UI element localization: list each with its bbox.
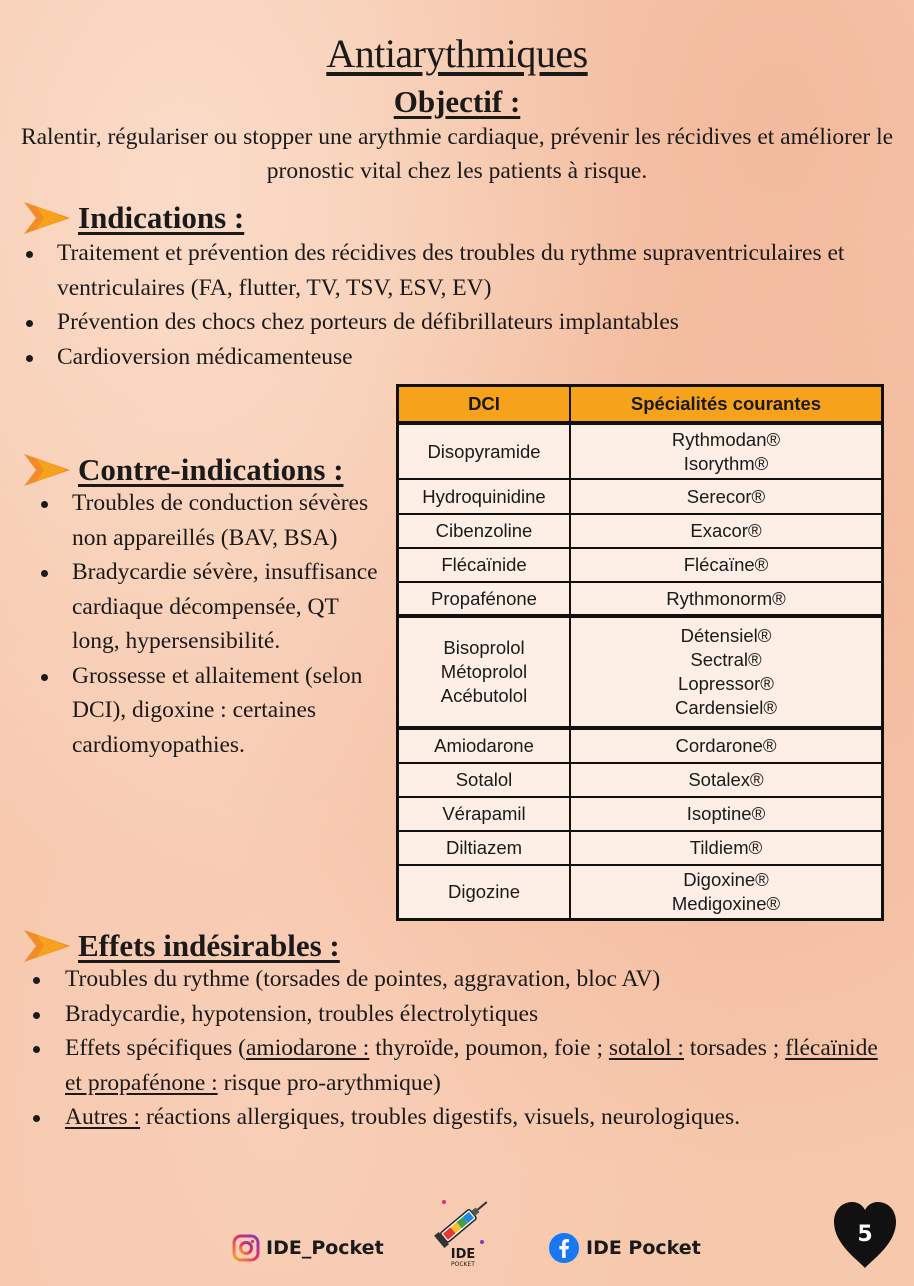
indications-list bbox=[0, 236, 880, 374]
list-item: Bradycardie sévère, insuffisance cardiaque décompensée, QT long, hypersensibilité. bbox=[0, 555, 385, 659]
effects-header bbox=[22, 928, 340, 964]
cell-brands: Isoptine® bbox=[570, 797, 883, 831]
cell-dci: Hydroquinidine bbox=[398, 479, 571, 514]
table-row bbox=[398, 479, 883, 514]
cell-dci: Cibenzoline bbox=[398, 514, 571, 548]
indications-heading: Indications : bbox=[78, 200, 245, 235]
table-row bbox=[398, 797, 883, 831]
autres-label: Autres : bbox=[65, 1104, 141, 1130]
cell-dci: Bisoprolol Métoprolol Acébutolol bbox=[398, 616, 571, 728]
cell-brands: Serecor® bbox=[570, 479, 883, 514]
sotalol-text: torsades ; bbox=[683, 1035, 786, 1061]
column-header-dci: DCI bbox=[398, 386, 571, 424]
flecainide-label: flécaïnide et propafénone : bbox=[65, 1035, 878, 1096]
cell-dci: Propafénone bbox=[398, 582, 571, 616]
drug-table bbox=[396, 384, 884, 921]
arrow-right-icon bbox=[22, 928, 72, 964]
amiodarone-label: amiodarone : bbox=[245, 1035, 370, 1061]
cell-dci: Vérapamil bbox=[398, 797, 571, 831]
indications-header bbox=[22, 200, 244, 236]
arrow-right-icon bbox=[22, 200, 72, 236]
autres-text: réactions allergiques, troubles digestifs, visuels, neurologiques. bbox=[140, 1104, 741, 1130]
cell-brands: Flécaïne® bbox=[570, 548, 883, 582]
table-row bbox=[398, 423, 883, 479]
effects-prefix: Effets spécifiques ( bbox=[65, 1035, 246, 1061]
objective-text: Ralentir, régulariser ou stopper une arythmie cardiaque, prévenir les récidives et améliorer le pronostic vital chez les patients à risque. bbox=[20, 124, 894, 184]
cell-brands: Exacor® bbox=[570, 514, 883, 548]
table-row bbox=[398, 616, 883, 728]
cell-dci: Disopyramide bbox=[398, 423, 571, 479]
contraindications-list bbox=[0, 486, 385, 762]
page-number-badge bbox=[832, 1200, 898, 1270]
page-number: 5 bbox=[857, 1222, 873, 1247]
amiodarone-text: thyroïde, poumon, foie ; bbox=[369, 1035, 609, 1061]
logo-subtext: POCKET bbox=[451, 1261, 475, 1268]
cell-brands: Détensiel® Sectral® Lopressor® Cardensiel® bbox=[570, 616, 883, 728]
list-item bbox=[0, 1031, 892, 1100]
table-row bbox=[398, 728, 883, 763]
list-item: Troubles du rythme (torsades de pointes, aggravation, bloc AV) bbox=[0, 962, 892, 997]
effects-heading: Effets indésirables : bbox=[78, 928, 340, 963]
facebook-handle: IDE Pocket bbox=[586, 1237, 701, 1259]
list-item: Troubles de conduction sévères non appareillés (BAV, BSA) bbox=[0, 486, 385, 555]
objective-heading: Objectif : bbox=[393, 84, 521, 119]
cell-dci: Flécaïnide bbox=[398, 548, 571, 582]
cell-brands: Tildiem® bbox=[570, 831, 883, 865]
sotalol-label: sotalol : bbox=[608, 1035, 684, 1061]
instagram-handle: IDE_Pocket bbox=[266, 1237, 384, 1259]
cell-dci: Digozine bbox=[398, 865, 571, 920]
ide-pocket-logo bbox=[430, 1192, 496, 1272]
table-row bbox=[398, 548, 883, 582]
table-row bbox=[398, 865, 883, 920]
cell-dci: Sotalol bbox=[398, 763, 571, 797]
facebook-icon bbox=[548, 1232, 580, 1264]
instagram-icon bbox=[232, 1234, 260, 1262]
cell-brands: Cordarone® bbox=[570, 728, 883, 763]
effects-list bbox=[0, 962, 892, 1135]
cell-brands: Digoxine® Medigoxine® bbox=[570, 865, 883, 920]
table-header-row bbox=[398, 386, 883, 424]
table-row bbox=[398, 763, 883, 797]
syringe-logo-icon bbox=[430, 1192, 496, 1250]
list-item: Prévention des chocs chez porteurs de défibrillateurs implantables bbox=[0, 305, 880, 340]
table-row bbox=[398, 831, 883, 865]
table-row bbox=[398, 514, 883, 548]
cell-brands: Rythmodan® Isorythm® bbox=[570, 423, 883, 479]
list-item bbox=[0, 1100, 892, 1135]
list-item: Traitement et prévention des récidives des troubles du rythme supraventriculaires et ventriculaires (FA, flutter, TV, TSV, ESV, EV) bbox=[0, 236, 880, 305]
arrow-right-icon bbox=[22, 452, 72, 488]
column-header-specialites: Spécialités courantes bbox=[570, 386, 883, 424]
facebook-link[interactable] bbox=[548, 1232, 701, 1264]
cell-brands: Rythmonorm® bbox=[570, 582, 883, 616]
page-title: Antiarythmiques bbox=[326, 31, 588, 76]
cell-brands: Sotalex® bbox=[570, 763, 883, 797]
list-item: Bradycardie, hypotension, troubles électrolytiques bbox=[0, 997, 892, 1032]
contraindications-header bbox=[22, 452, 344, 488]
cell-dci: Amiodarone bbox=[398, 728, 571, 763]
list-item: Grossesse et allaitement (selon DCI), digoxine : certaines cardiomyopathies. bbox=[0, 659, 385, 763]
instagram-link[interactable] bbox=[232, 1234, 384, 1262]
list-item: Cardioversion médicamenteuse bbox=[0, 340, 880, 375]
flecainide-text: risque pro-arythmique) bbox=[217, 1069, 441, 1096]
table-row bbox=[398, 582, 883, 616]
contraindications-heading: Contre-indications : bbox=[78, 452, 344, 487]
logo-text: IDE bbox=[450, 1247, 476, 1262]
cell-dci: Diltiazem bbox=[398, 831, 571, 865]
